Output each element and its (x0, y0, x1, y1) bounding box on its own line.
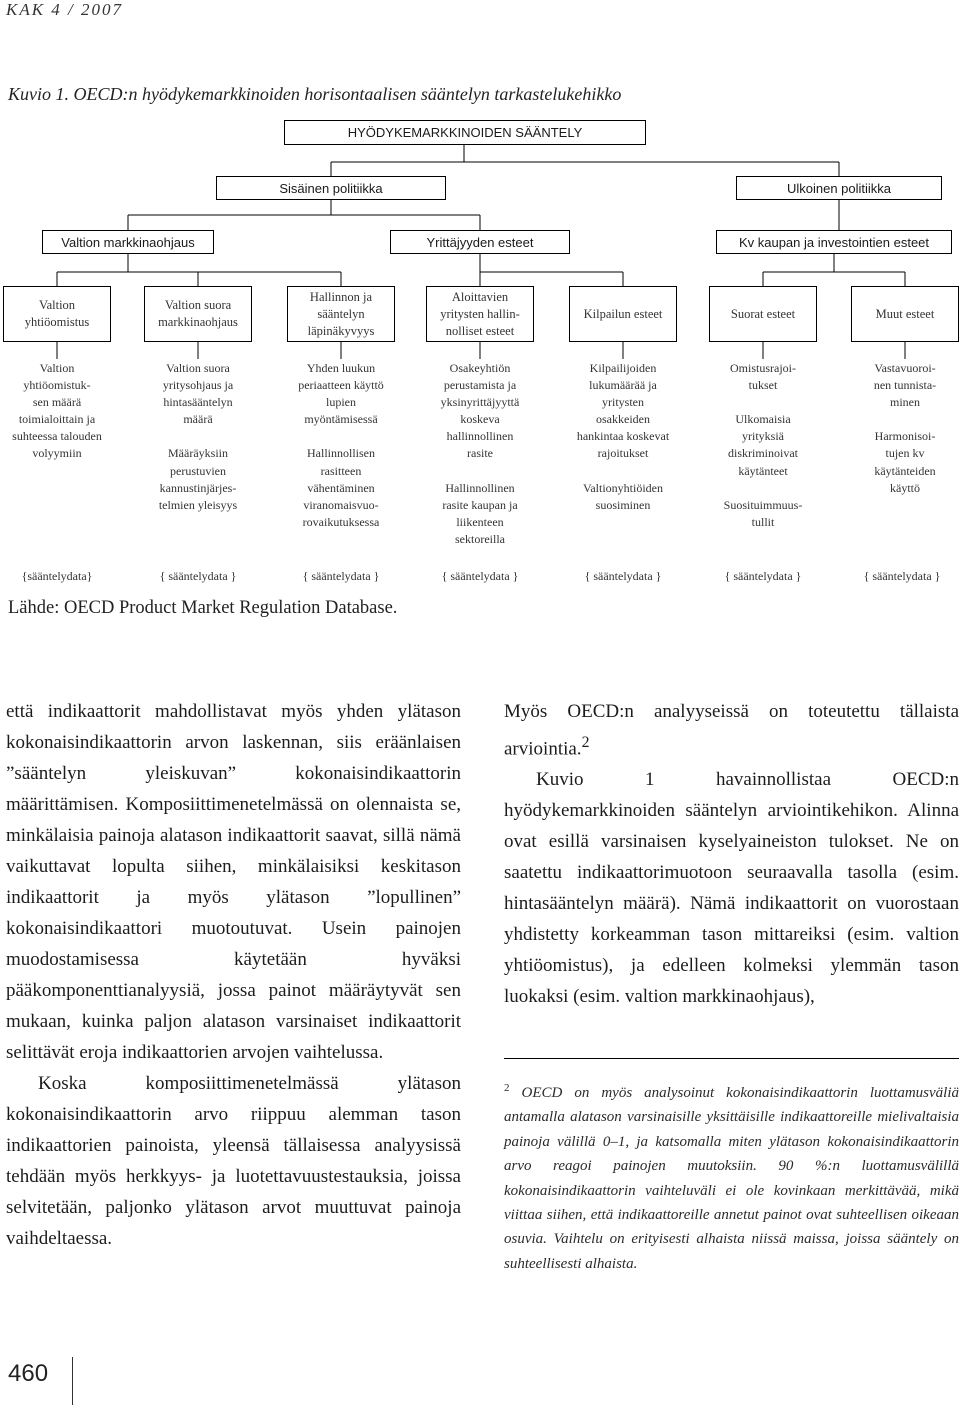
diagram-box-other-barriers: Muut esteet (851, 286, 959, 342)
indicator-list-direct-barriers: Omistusrajoi- tukset Ulkomaisia yrityksiä diskriminoivat käytänteet Suosituimmuus- tullit (723, 361, 803, 529)
figure-caption: Kuvio 1. OECD:n hyödykemarkkinoiden horisontaalisen sääntelyn tarkastelukehikko (8, 84, 622, 104)
regulation-data-label: {sääntelydata} (21, 569, 93, 583)
footnote-reference[interactable]: 2 (581, 734, 590, 751)
indicator-list-other-barriers: Vastavuoroi- nen tunnista- minen Harmonisoi- tujen kv käytänteiden käyttö (873, 361, 937, 495)
regulation-data-label: { sääntelydata } (159, 569, 237, 583)
diagram-box-direct-control: Valtion suora markkinaohjaus (144, 286, 252, 342)
paragraph (504, 696, 959, 764)
diagram-box-state-control: Valtion markkinaohjaus (42, 230, 214, 254)
footnote-number: 2 (504, 1082, 510, 1094)
regulation-data-label: { sääntelydata } (441, 569, 519, 583)
indicator-list-direct-control: Valtion suora yritysohjaus ja hintasääntelyn määrä Määräyksiin perustuvien kannustinjärjes- telmien yleisyys (158, 361, 238, 512)
left-text-column (6, 696, 461, 1254)
diagram-box-external-policy: Ulkoinen politiikka (736, 176, 942, 200)
paragraph: että indikaattorit mahdollistavat myös yhden ylätason kokonaisindikaattorin arvon laskennan, siis eräänlaisen ”sääntelyn yleiskuvan” kokonaisindikaattorin määrittämisen. Komposiittimenetelmässä on olennaista se, minkälaisia painoja alatason indikaattorit saavat, sillä nämä vaikuttavat lopulta siihen, minkälaisiksi keskitason indikaattorit ja myös ylätason ”lopullinen” kokonaisindikaattori muotoutuvat. Usein painojen muodostamisessa käytetään hyväksi pääkomponenttianalyysiä, jossa painot määräytyvät sen mukaan, kuinka paljon alatason varsinaiset indikaattorit selittävät eroja indikaattorien arvojen vaihtelussa. (6, 701, 461, 1063)
page-number-divider (72, 1357, 73, 1405)
indicator-list-transparency: Yhden luukun periaatteen käyttö lupien myöntämisessä Hallinnollisen rasitteen vähentäminen viranomaisvuo- rovaikutuksessa (298, 361, 384, 529)
indicator-list-ownership: Valtion yhtiöomistuk- sen määrä toimialoittain ja suhteessa talouden volyymiin (12, 361, 102, 461)
figure-source: Lähde: OECD Product Market Regulation Database. (8, 598, 398, 618)
diagram-top-box: HYÖDYKEMARKKINOIDEN SÄÄNTELY (284, 120, 646, 145)
page-number: 460 (8, 1360, 49, 1387)
diagram-box-competition-barriers: Kilpailun esteet (569, 286, 677, 342)
paragraph: Koska komposiittimenetelmässä ylätason kokonaisindikaattorin arvo riippuu alemman tason indikaattorien painoista, yleensä tällaisessa analyysissä tehdään myös herkkyys- ja luotettavuustestauksia, joissa selvitetään, paljonko ylätason arvot muuttuvat painoja vaihdeltaessa. (6, 1073, 461, 1249)
footnote-text: OECD on myös analysoinut kokonaisindikaattorin luottamusväliä antamalla alatason varsinaisille yksittäisille indikaattoreille mielivaltaisia painoja välillä 0–1, ja katsomalla miten ylätason kokonaisindikaattorin arvo reagoi painojen muutoksiin. 90 %:n luottamusvälillä kokonaisindikaattorin vaihteluväli ei ole kovinkaan merkittävää, mikä viittaa siihen, että indikaattoreille annetut painot ovat suhteellisen oikeaan osuvia. Vaihtelu on erityisesti alhaista niissä maissa, joissa sääntely on suhteellisesti alhaista. (504, 1085, 960, 1272)
diagram-box-direct-barriers: Suorat esteet (709, 286, 817, 342)
running-header: KAK 4 / 2007 (6, 0, 124, 19)
right-text-column (504, 696, 959, 1012)
paragraph: Kuvio 1 havainnollistaa OECD:n hyödykemarkkinoiden sääntelyn arviointikehikon. Alinna ovat esillä varsinaisen kyselyaineiston tulokset. Ne on saatettu indikaattorimuotoon seuraavalla tasolla (esim. hintasääntelyn määrä). Nämä indikaattorit on vuorostaan yhdistetty korkeamman tason mittareiksi (esim. valtion yhtiöomistus), ja edelleen kolmeksi ylemmän tason luokaksi (esim. valtion markkinaohjaus), (504, 769, 959, 1008)
indicator-list-startup: Osakeyhtiön perustamista ja yksinyrittäjyyttä koskeva hallinnollinen rasite Hallinnollinen rasite kaupan ja liikenteen sektoreilla (440, 361, 520, 546)
paragraph-text: Myös OECD:n analyyseissä on toteutettu tällaista arviointia. (504, 701, 959, 760)
indicator-list-competition: Kilpailijoiden lukumäärää ja yritysten osakkeiden hankintaa koskevat rajoitukset Valtionyhtiöiden suosiminen (576, 361, 670, 512)
regulation-data-label: { sääntelydata } (724, 569, 802, 583)
diagram-box-trade-barriers: Kv kaupan ja investointien esteet (716, 230, 952, 254)
diagram-box-entrepreneurship-barriers: Yrittäjyyden esteet (390, 230, 570, 254)
regulation-framework-diagram (0, 110, 960, 600)
diagram-box-startup-barriers: Aloittavien yritysten hallin-nolliset esteet (426, 286, 534, 342)
footnote (504, 1076, 959, 1276)
diagram-box-state-ownership: Valtion yhtiöomistus (3, 286, 111, 342)
regulation-data-label: { sääntelydata } (302, 569, 380, 583)
diagram-box-internal-policy: Sisäinen politiikka (216, 176, 446, 200)
footnote-divider (504, 1058, 959, 1059)
regulation-data-label: { sääntelydata } (863, 569, 941, 583)
regulation-data-label: { sääntelydata } (584, 569, 662, 583)
diagram-box-transparency: Hallinnon ja sääntelyn läpinäkyvyys (287, 286, 395, 342)
